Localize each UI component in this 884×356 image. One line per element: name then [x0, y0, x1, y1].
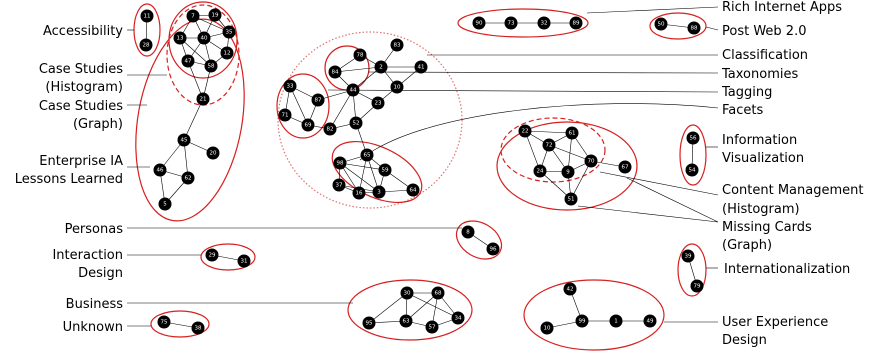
node-label: 67: [621, 164, 629, 171]
node-label: 10: [543, 325, 551, 332]
node-label: 3: [377, 189, 381, 196]
node-label: 75: [160, 319, 168, 326]
label-rich-internet: Rich Internet Apps: [722, 0, 843, 15]
node-label: 99: [578, 318, 586, 325]
node-73: [505, 17, 518, 30]
node-82: [324, 123, 337, 136]
node-50: [655, 18, 668, 31]
labels-left: [15, 24, 124, 335]
node-label: 64: [409, 187, 417, 194]
node-label: 51: [567, 196, 575, 203]
node-label: 87: [314, 97, 322, 104]
node-7: [187, 10, 200, 23]
node-10: [391, 81, 404, 94]
node-10: [541, 322, 554, 335]
node-20: [207, 147, 220, 160]
node-label: 38: [194, 325, 202, 332]
node-label: 73: [507, 20, 515, 27]
node-label: 12: [223, 50, 231, 57]
node-41: [415, 61, 428, 74]
node-label: 52: [352, 120, 360, 127]
node-label: 2: [379, 64, 383, 71]
node-label: 50: [657, 21, 665, 28]
label-classification: Classification: [722, 48, 809, 63]
node-label: 44: [349, 87, 357, 94]
node-label: 78: [356, 52, 364, 59]
node-label: 45: [180, 137, 188, 144]
node-9: [562, 166, 575, 179]
node-51: [565, 193, 578, 206]
node-21: [197, 93, 210, 106]
node-label: 68: [434, 290, 442, 297]
node-label: 56: [689, 135, 697, 142]
node-84: [329, 66, 342, 79]
node-label: 59: [381, 167, 389, 174]
label-post-web: Post Web 2.0: [722, 24, 807, 39]
edge-30-34: [407, 293, 458, 318]
node-83: [391, 39, 404, 52]
label-ux-1: User Experience: [722, 315, 829, 330]
node-label: 31: [240, 258, 248, 265]
node-24: [534, 165, 547, 178]
node-52: [350, 117, 363, 130]
node-label: 20: [209, 150, 217, 157]
label-infovis-2: Visualization: [722, 151, 805, 166]
node-label: 41: [417, 64, 425, 71]
node-96: [487, 243, 500, 256]
node-label: 29: [208, 252, 216, 259]
node-label: 70: [587, 158, 595, 165]
label-case-graph-2: (Graph): [72, 117, 123, 132]
node-label: 13: [176, 35, 184, 42]
node-label: 34: [454, 315, 462, 322]
node-label: 71: [281, 112, 289, 119]
node-label: 42: [566, 286, 574, 293]
node-label: 1: [614, 318, 618, 325]
node-42: [564, 283, 577, 296]
node-label: 63: [402, 318, 410, 325]
label-facets: Facets: [722, 103, 764, 118]
node-label: 58: [207, 63, 215, 70]
node-34: [452, 312, 465, 325]
node-75: [158, 316, 171, 329]
label-interaction-2: Design: [78, 266, 123, 281]
labels-right: [721, 0, 863, 348]
label-infovis-1: Information: [722, 133, 798, 148]
node-label: 46: [156, 167, 164, 174]
node-19: [209, 9, 222, 22]
cluster-facets: [323, 129, 431, 215]
node-label: 57: [428, 324, 436, 331]
node-label: 39: [684, 253, 692, 260]
label-business: Business: [65, 297, 123, 312]
node-label: 49: [646, 318, 654, 325]
node-68: [432, 287, 445, 300]
node-88: [688, 22, 701, 35]
node-5: [159, 198, 172, 211]
leader-rich: [587, 7, 718, 13]
node-label: 23: [374, 100, 382, 107]
node-87: [312, 94, 325, 107]
node-58: [205, 60, 218, 73]
node-label: 61: [568, 130, 576, 137]
node-label: 11: [143, 13, 151, 20]
label-i18n: Internationalization: [724, 262, 851, 277]
label-enterprise-1: Enterprise IA: [39, 154, 123, 169]
node-22: [519, 125, 532, 138]
node-57: [426, 321, 439, 334]
node-11: [141, 10, 154, 23]
node-95: [363, 317, 376, 330]
node-label: 54: [688, 167, 696, 174]
leader-missing-a: [627, 178, 718, 222]
node-70: [585, 155, 598, 168]
nodes: [140, 9, 704, 335]
node-label: 30: [403, 290, 411, 297]
label-unknown: Unknown: [62, 320, 123, 335]
node-56: [687, 132, 700, 145]
label-missing-2: (Graph): [722, 238, 773, 253]
node-32: [538, 17, 551, 30]
node-label: 24: [536, 168, 544, 175]
node-72: [543, 139, 556, 152]
node-label: 84: [331, 69, 339, 76]
node-label: 65: [363, 152, 371, 159]
node-13: [174, 32, 187, 45]
label-case-hist-1: Case Studies: [38, 62, 123, 77]
leader-content: [600, 172, 718, 195]
node-49: [644, 315, 657, 328]
node-label: 79: [693, 283, 701, 290]
node-90: [473, 17, 486, 30]
node-54: [686, 164, 699, 177]
node-label: 89: [572, 20, 580, 27]
node-69: [302, 119, 315, 132]
leader-missing-b: [578, 206, 718, 222]
node-12: [221, 47, 234, 60]
node-label: 82: [326, 126, 334, 133]
label-accessibility: Accessibility: [43, 24, 123, 39]
edge-21-45: [184, 99, 203, 140]
node-67: [619, 161, 632, 174]
node-44: [347, 84, 360, 97]
cluster-ux: [524, 280, 664, 350]
edge-84-2: [335, 67, 381, 72]
label-taxonomies: Taxonomies: [722, 67, 799, 82]
node-65: [361, 149, 374, 162]
label-enterprise-2: Lessons Learned: [14, 172, 123, 187]
cluster-personas: [450, 213, 509, 266]
node-33: [284, 80, 297, 93]
node-label: 9: [566, 169, 570, 176]
label-case-hist-2: (Histogram): [45, 80, 123, 95]
node-label: 90: [475, 20, 483, 27]
node-61: [566, 127, 579, 140]
label-interaction-1: Interaction: [52, 248, 123, 263]
node-78: [354, 49, 367, 62]
label-personas: Personas: [64, 222, 123, 237]
node-label: 10: [393, 84, 401, 91]
node-64: [407, 184, 420, 197]
node-label: 21: [199, 96, 207, 103]
node-38: [192, 322, 205, 335]
node-79: [691, 280, 704, 293]
node-label: 47: [184, 58, 192, 65]
node-2: [375, 61, 388, 74]
node-label: 7: [191, 13, 195, 20]
node-39: [682, 250, 695, 263]
node-label: 83: [393, 42, 401, 49]
node-29: [206, 249, 219, 262]
node-35: [223, 26, 236, 39]
node-label: 95: [365, 320, 373, 327]
node-label: 5: [163, 201, 167, 208]
node-label: 22: [521, 128, 529, 135]
node-3: [373, 186, 386, 199]
node-label: 32: [540, 20, 548, 27]
node-62: [182, 172, 195, 185]
node-40: [198, 32, 211, 45]
node-label: 62: [184, 175, 192, 182]
node-label: 40: [200, 35, 208, 42]
label-case-graph-1: Case Studies: [38, 99, 123, 114]
edge-22-61: [525, 131, 572, 133]
label-content-2: (Histogram): [722, 202, 800, 217]
leader-tagging: [328, 90, 718, 92]
label-missing-1: Missing Cards: [722, 220, 812, 235]
node-63: [400, 315, 413, 328]
node-1: [610, 315, 623, 328]
leader-post: [706, 27, 718, 30]
label-content-1: Content Management: [722, 183, 864, 198]
node-71: [279, 109, 292, 122]
node-47: [182, 55, 195, 68]
node-23: [372, 97, 385, 110]
node-16: [353, 187, 366, 200]
node-37: [333, 179, 346, 192]
node-label: 72: [545, 142, 553, 149]
node-label: 16: [355, 190, 363, 197]
node-46: [154, 164, 167, 177]
label-ux-2: Design: [722, 333, 767, 348]
cluster-outlines: [121, 2, 706, 350]
node-label: 35: [225, 29, 233, 36]
node-label: 96: [489, 246, 497, 253]
node-label: 33: [286, 83, 294, 90]
node-label: 8: [466, 229, 470, 236]
node-59: [379, 164, 392, 177]
node-8: [462, 226, 475, 239]
node-31: [238, 255, 251, 268]
node-label: 69: [304, 122, 312, 129]
node-label: 37: [335, 182, 343, 189]
node-label: 98: [336, 160, 344, 167]
node-30: [401, 287, 414, 300]
node-label: 28: [142, 42, 150, 49]
node-45: [178, 134, 191, 147]
node-99: [576, 315, 589, 328]
node-label: 88: [690, 25, 698, 32]
label-tagging: Tagging: [722, 85, 773, 100]
node-89: [570, 17, 583, 30]
node-28: [140, 39, 153, 52]
node-98: [334, 157, 347, 170]
node-label: 19: [211, 12, 219, 19]
